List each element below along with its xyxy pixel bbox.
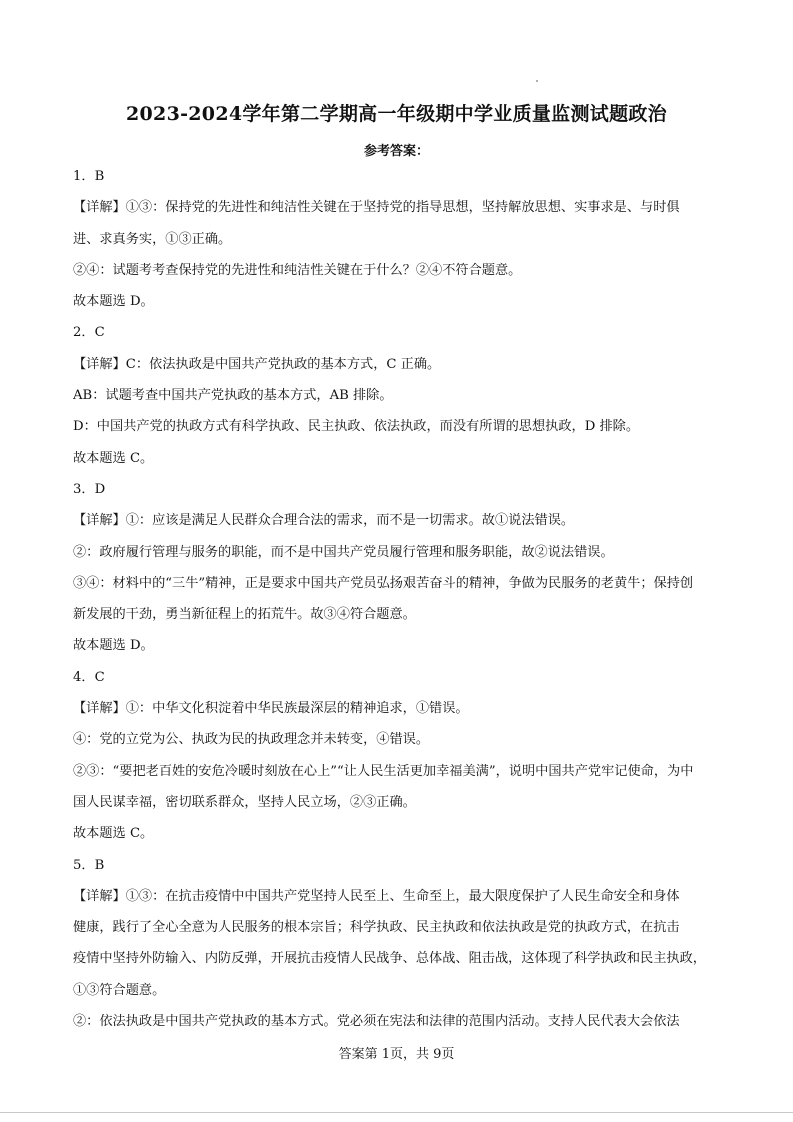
answer-line: 故本题选 D。	[73, 294, 154, 310]
answer-line: 4．C	[73, 669, 105, 685]
answer-line: ③④：材料中的“三牛”精神，正是要求中国共产党员弘扬艰苦奋斗的精神，争做为民服务的老黄牛；保持创	[73, 575, 694, 591]
answer-line: 【详解】C：依法执政是中国共产党执政的基本方式，C 正确。	[73, 356, 441, 372]
answer-line: 故本题选 D。	[73, 638, 154, 654]
answer-line: ②：政府履行管理与服务的职能，而不是中国共产党员履行管理和服务职能，故②说法错误。	[73, 544, 614, 560]
answer-key-heading: 参考答案：	[363, 144, 429, 159]
answer-line: ①③符合题意。	[73, 982, 166, 998]
answer-line: 疫情中坚持外防输入、内防反弹，开展抗击疫情人民战争、总体战、阻击战，这体现了科学执政和民主执政，	[73, 951, 706, 967]
answer-line: 【详解】①：中华文化积淀着中华民族最深层的精神追求，①错误。	[73, 701, 469, 717]
answer-line: 2．C	[73, 325, 105, 341]
answer-line: 故本题选 C。	[73, 450, 154, 466]
answer-line: 国人民谋幸福，密切联系群众，坚持人民立场，②③正确。	[73, 794, 416, 810]
answer-line: 【详解】①③：保持党的先进性和纯洁性关键在于坚持党的指导思想，坚持解放思想、实事求是、与时俱	[73, 200, 680, 216]
page-footer: 答案第 1页，共 9页	[338, 1047, 455, 1062]
answer-line: 5．B	[73, 857, 105, 873]
answer-line: 3．D	[73, 481, 106, 497]
answer-line: 故本题选 C。	[73, 826, 154, 842]
answer-line: 【详解】①③：在抗击疫情中中国共产党坚持人民至上、生命至上，最大限度保护了人民生命安全和身体	[73, 888, 680, 904]
scan-dot	[536, 80, 538, 82]
bottom-divider	[0, 1112, 793, 1113]
answer-line: D：中国共产党的执政方式有科学执政、民主执政、依法执政，而没有所谓的思想执政，D 排除。	[73, 419, 640, 435]
answer-line: 健康，践行了全心全意为人民服务的根本宗旨；科学执政、民主执政和依法执政是党的执政方式，在抗击	[73, 920, 680, 936]
answer-line: 进、求真务实，①③正确。	[73, 231, 232, 247]
answer-line: 新发展的干劲，勇当新征程上的拓荒牛。故③④符合题意。	[73, 607, 416, 623]
answer-content	[73, 161, 723, 1037]
answer-line: ④：党的立党为公、执政为民的执政理念并未转变，④错误。	[73, 732, 430, 748]
answer-line: ②④：试题考考查保持党的先进性和纯洁性关键在于什么？②④不符合题意。	[73, 262, 522, 278]
answer-line: ②：依法执政是中国共产党执政的基本方式。党必须在宪法和法律的范围内活动。支持人民代表大会依法	[73, 1014, 680, 1030]
answer-line: AB：试题考查中国共产党执政的基本方式，AB 排除。	[73, 388, 393, 404]
answer-line: 【详解】①：应该是满足人民群众合理合法的需求，而不是一切需求。故①说法错误。	[73, 513, 575, 529]
answer-line: ②③：“要把老百姓的安危冷暖时刻放在心上”“让人民生活更加幸福美满”，说明中国共产党牢记使命，为中	[73, 763, 694, 779]
page-title: 2023-2024学年第二学期高一年级期中学业质量监测试题政治	[126, 103, 667, 125]
answer-line: 1．B	[73, 169, 105, 184]
